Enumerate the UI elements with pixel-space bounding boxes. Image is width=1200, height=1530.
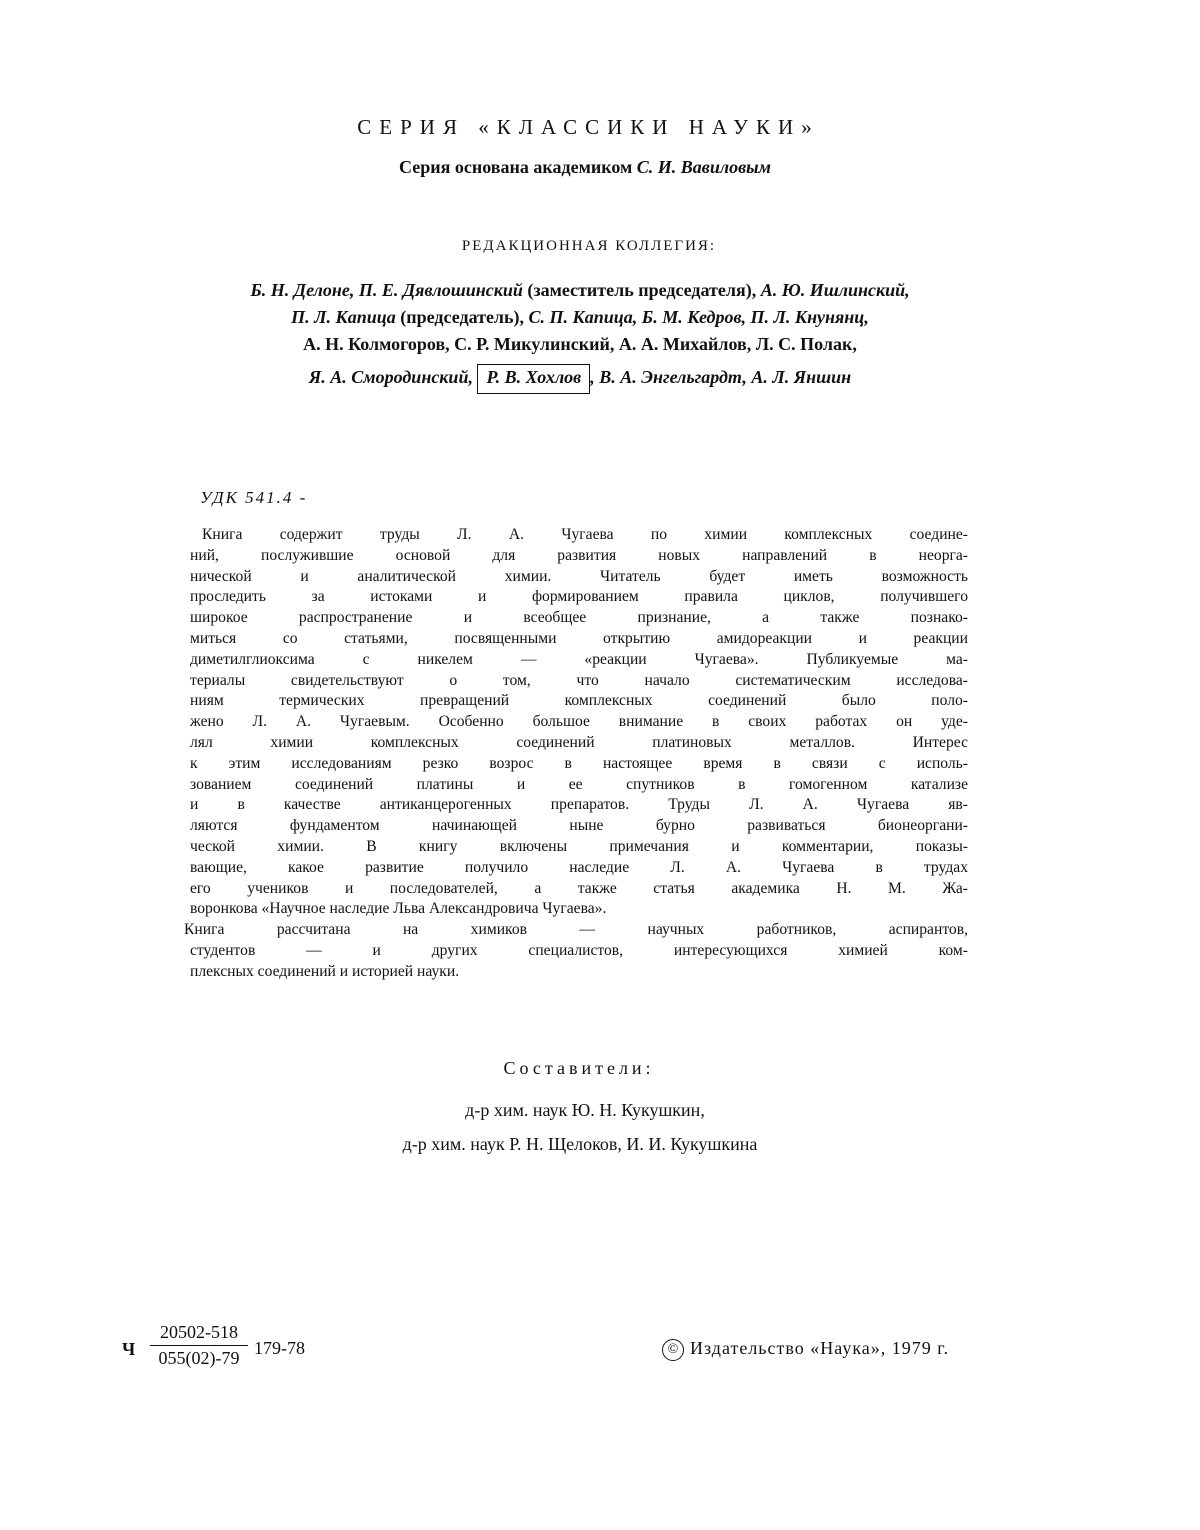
annotation-line: студентов — и других специалистов, интересующихся химией ком-	[190, 941, 968, 959]
copyright-icon: ©	[662, 1339, 684, 1361]
annotation-line: его учеников и последователей, а также статья академика Н. М. Жа-	[190, 879, 968, 897]
annotation-line: ниям термических превращений комплексных соединений было поло-	[190, 692, 968, 710]
annotation-line: и в качестве антиканцерогенных препаратов. Труды Л. А. Чугаева яв-	[190, 796, 968, 814]
annotation-line: миться со статьями, посвященными открытию амидореакции и реакции	[190, 629, 968, 647]
annotation-line: воронкова «Научное наследие Льва Александровича Чугаева».	[190, 900, 607, 918]
catalog-denominator: 055(02)-79	[158, 1348, 240, 1368]
catalog-code	[122, 1322, 332, 1382]
boxed-memorial-name: Р. В. Хохлов	[477, 364, 590, 394]
copyright-text: Издательство «Наука», 1979 г.	[690, 1338, 950, 1358]
annotation-line: ляются фундаментом начинающей ныне бурно развиваться бионеоргани-	[190, 817, 968, 835]
editorial-board-line-2	[0, 307, 1160, 328]
board-role: (заместитель председателя),	[527, 280, 757, 300]
editorial-board-line-1	[0, 280, 1160, 301]
compiler-line-1: д-р хим. наук Ю. Н. Кукушкин,	[465, 1100, 705, 1120]
annotation-line: жено Л. А. Чугаевым. Особенно большое внимание в своих работах он уде-	[190, 713, 968, 731]
compiler-line-2: д-р хим. наук Р. Н. Щелоков, И. И. Кукушкина	[402, 1134, 758, 1154]
board-names: Б. Н. Делоне, П. Е. Дявлошинский	[250, 280, 523, 300]
board-names: А. Ю. Ишлинский,	[760, 280, 910, 300]
annotation-line: ний, послужившие основой для развития новых направлений в неорга-	[190, 546, 968, 564]
annotation-line: широкое распространение и всеобщее признание, а также познако-	[190, 609, 968, 627]
book-annotation	[184, 525, 968, 983]
annotation-line: лял химии комплексных соединений платиновых металлов. Интерес	[190, 733, 968, 751]
catalog-suffix: 179-78	[254, 1338, 305, 1358]
annotation-line: зованием соединений платины и ее спутников в гомогенном катализе	[190, 775, 968, 793]
board-names: , В. А. Энгельгардт, А. Л. Яншин	[590, 367, 852, 387]
compilers-heading: Составители:	[503, 1058, 655, 1078]
catalog-letter: Ч	[122, 1339, 136, 1359]
board-names: С. П. Капица, Б. М. Кедров, П. Л. Кнунянц,	[528, 307, 869, 327]
series-founded-line	[0, 157, 1170, 178]
catalog-fraction	[150, 1322, 248, 1369]
editorial-board-line-3: А. Н. Колмогоров, С. Р. Микулинский, А. А. Михайлов, Л. С. Полак,	[303, 334, 857, 354]
udc-code: УДК 541.4 -	[200, 488, 308, 507]
annotation-line: плексных соединений и историей науки.	[190, 962, 460, 980]
annotation-line: проследить за истоками и формированием правила циклов, получившего	[190, 588, 968, 606]
board-names: Я. А. Смородинский,	[308, 367, 473, 387]
copyright-line	[662, 1338, 949, 1361]
board-role: (председатель),	[400, 307, 525, 327]
editorial-board-heading: РЕДАКЦИОННАЯ КОЛЛЕГИЯ:	[461, 238, 717, 254]
annotation-line: нической и аналитической химии. Читатель будет иметь возможность	[190, 567, 968, 585]
series-founder-name: С. И. Вавиловым	[636, 157, 771, 177]
annotation-line: диметилглиоксима с никелем — «реакции Чугаева». Публикуемые ма-	[190, 650, 968, 668]
annotation-line: Книга содержит труды Л. А. Чугаева по химии комплексных соедине-	[202, 526, 968, 543]
annotation-line: териалы свидетельствуют о том, что начало систематическим исследова-	[190, 671, 968, 689]
annotation-line: ческой химии. В книгу включены примечания и комментарии, показы-	[190, 837, 968, 855]
editorial-board-line-4	[0, 367, 1160, 388]
annotation-line: к этим исследованиям резко возрос в настоящее время в связи с исполь-	[190, 754, 968, 772]
series-founded-prefix: Серия основана академиком	[399, 157, 633, 177]
annotation-line: вающие, какое развитие получило наследие Л. А. Чугаева в трудах	[190, 858, 968, 876]
annotation-line: Книга рассчитана на химиков — научных работников, аспирантов,	[184, 921, 968, 939]
board-names: П. Л. Капица	[291, 307, 396, 327]
catalog-numerator: 20502-518	[160, 1322, 238, 1342]
series-title: СЕРИЯ «КЛАССИКИ НАУКИ»	[357, 115, 820, 139]
